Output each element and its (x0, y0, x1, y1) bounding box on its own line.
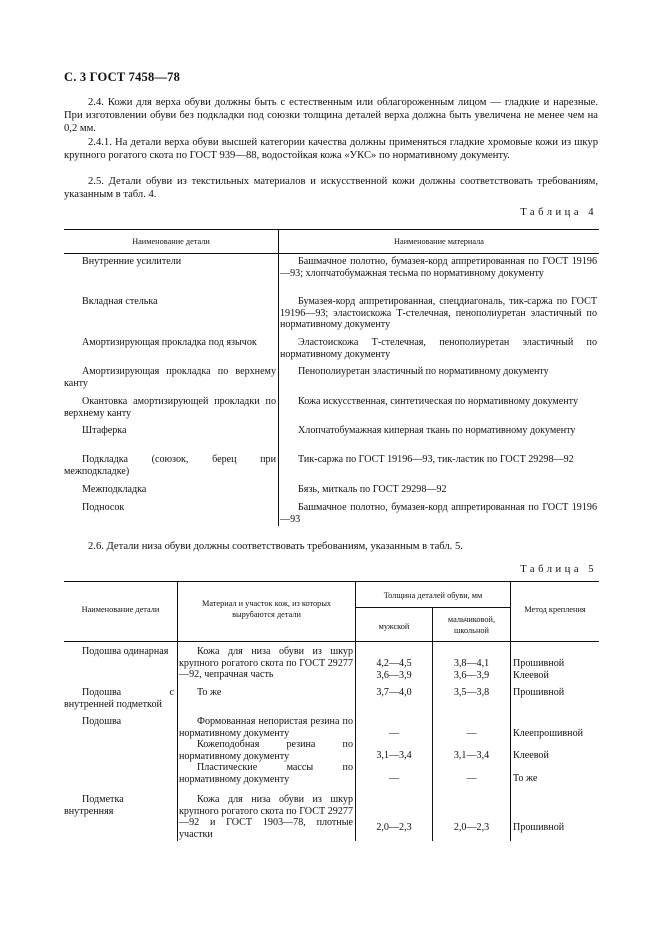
table5-part-cell: Подметка внутренняя (64, 794, 124, 817)
paragraph-2-6: 2.6. Детали низа обуви должны соответствовать требованиям, указанным в табл. 5. (88, 541, 463, 552)
table5-header-material: Материал и участок кож, из которых вырубаются детали (201, 599, 332, 619)
table5-mens-value: — (388, 773, 400, 784)
table5-material-cell: Формованная непористая резина по нормативному документу (179, 716, 353, 739)
table5-mens-value: 2,0—2,3 (376, 822, 412, 833)
table5-method-value: Клеевой (513, 750, 549, 761)
table4-material-cell: Эластоискожа Т-стелечная, пенополиуретан эластичный по нормативному документу (280, 337, 597, 360)
table4-material-cell: Бязь, миткаль по ГОСТ 29298—92 (298, 484, 447, 495)
table4-material-cell: Тик-саржа по ГОСТ 19196—93, тик-ластик по ГОСТ 29298—92 (298, 454, 574, 465)
table5-mens-value: 3,6—3,9 (376, 670, 412, 681)
table5-mens-value: 3,1—3,4 (376, 750, 412, 761)
table4-part-cell: Вкладная стелька (82, 296, 158, 307)
table5-boys-value: 3,6—3,9 (453, 670, 490, 681)
table5-header-mens: мужской (378, 622, 410, 631)
table4-caption: Таблица 4 (520, 207, 597, 218)
table4-material-cell: Кожа искусственная, синтетическая по нормативному документу (298, 396, 578, 407)
table5-part-cell: Подошва одинарная (82, 646, 169, 657)
table5-header-method: Метод крепления (524, 605, 586, 614)
table5-method-value: То же (513, 773, 538, 784)
table4-material-cell: Пенополиуретан эластичный по нормативному документу (298, 366, 549, 377)
table5-mens-value: — (388, 728, 400, 739)
paragraph-2-5: 2.5. Детали обуви из текстильных материалов и искусственной кожи должны соответствовать требованиям, указанным в табл. 4. (64, 176, 598, 201)
table5-mens-value: 3,7—4,0 (376, 687, 412, 698)
table4-part-cell: Окантовка амортизирующей прокладки по верхнему канту (64, 396, 276, 419)
table4-part-cell: Подносок (82, 502, 125, 513)
table5-column-divider (432, 607, 433, 841)
table4-part-cell: Подкладка (союзок, берец при межподкладке) (64, 454, 276, 477)
table4-header-part: Наименование детали (132, 237, 210, 246)
table5-header-rule (64, 641, 599, 642)
table5-boys-value: 2,0—2,3 (453, 822, 490, 833)
table5-boys-value: 3,5—3,8 (453, 687, 490, 698)
table5-method-value: Прошивной (513, 822, 565, 833)
table5-method-value: Клеепрошивной (513, 728, 584, 739)
table5-top-rule (64, 581, 599, 582)
table5-boys-value: — (466, 773, 477, 784)
table4-material-cell: Башмачное полотно, бумазея-корд аппретированная по ГОСТ 19196—93 (280, 502, 597, 525)
table5-material-cell: Кожа для низа обуви из шкур крупного рогатого скота по ГОСТ 29277—92 и ГОСТ 1903—78, плотные участки (179, 794, 353, 840)
table5-caption: Таблица 5 (520, 564, 597, 575)
paragraph-2-4: 2.4. Кожи для верха обуви должны быть с естественным или облагороженным лицом — гладкие и нарезные. При изготовлении обуви без подкладки под союзки толщина деталей верха должна быть увеличена не менее чем на 0,2 мм. (64, 97, 598, 135)
table5-material-cell: Кожа для низа обуви из шкур крупного рогатого скота по ГОСТ 29277—92, чепрачная часть (179, 646, 353, 681)
table5-column-divider (355, 581, 356, 841)
table5-method-value: Прошивной (513, 658, 565, 669)
table4-header-rule (64, 253, 599, 254)
table4-part-cell: Амортизирующая прокладка под язычок (82, 337, 257, 348)
table5-mens-value: 4,2—4,5 (376, 658, 412, 669)
table5-boys-value: 3,8—4,1 (453, 658, 490, 669)
table5-method-value: Клеевой (513, 670, 549, 681)
table4-material-cell: Башмачное полотно, бумазея-корд аппретированная по ГОСТ 19196—93; хлопчатобумажная тесьма по нормативному документу (280, 256, 597, 279)
paragraph-2-4-1: 2.4.1. На детали верха обуви высшей категории качества должны применяться гладкие хромовые кожи из шкур крупного рогатого скота по ГОСТ 939—88, водостойкая кожа «УКС» по нормативному документу. (64, 137, 598, 162)
table4-material-cell: Бумазея-корд аппретированная, спецдиагональ, тик-саржа по ГОСТ 19196—93; эластоискожа Т-стелечная, пенополиуретан эластичный по нормативному документу (280, 296, 597, 331)
table5-part-cell: Подошва (82, 716, 122, 727)
table4-part-cell: Внутренние усилители (82, 256, 182, 267)
table5-header-boys: мальчиковой, школьной (447, 615, 496, 635)
table5-boys-value: 3,1—3,4 (453, 750, 490, 761)
table5-header-thickness: Толщина деталей обуви, мм (383, 591, 483, 600)
page-header: С. 3 ГОСТ 7458—78 (64, 70, 181, 84)
table4-part-cell: Амортизирующая прокладка по верхнему канту (64, 366, 276, 389)
table5-material-cell: Пластические массы по нормативному документу (179, 762, 353, 785)
table4-part-cell: Штаферка (82, 425, 127, 436)
table5-column-divider (177, 581, 178, 841)
table4-header-material: Наименование материала (394, 237, 484, 246)
table4-part-cell: Межподкладка (82, 484, 147, 495)
table5-header-part: Наименование детали (81, 605, 160, 614)
table4-column-divider (278, 229, 279, 526)
table5-column-divider (510, 581, 511, 841)
table5-method-value: Прошивной (513, 687, 565, 698)
table4-material-cell: Хлопчатобумажная киперная ткань по нормативному документу (298, 425, 576, 436)
table5-material-cell: То же (197, 687, 222, 698)
table5-part-cell: Подошва с внутренней подметкой (64, 687, 174, 710)
table5-material-cell: Кожеподобная резина по нормативному документу (179, 739, 353, 762)
table4-top-rule (64, 229, 599, 230)
table5-boys-value: — (466, 728, 477, 739)
